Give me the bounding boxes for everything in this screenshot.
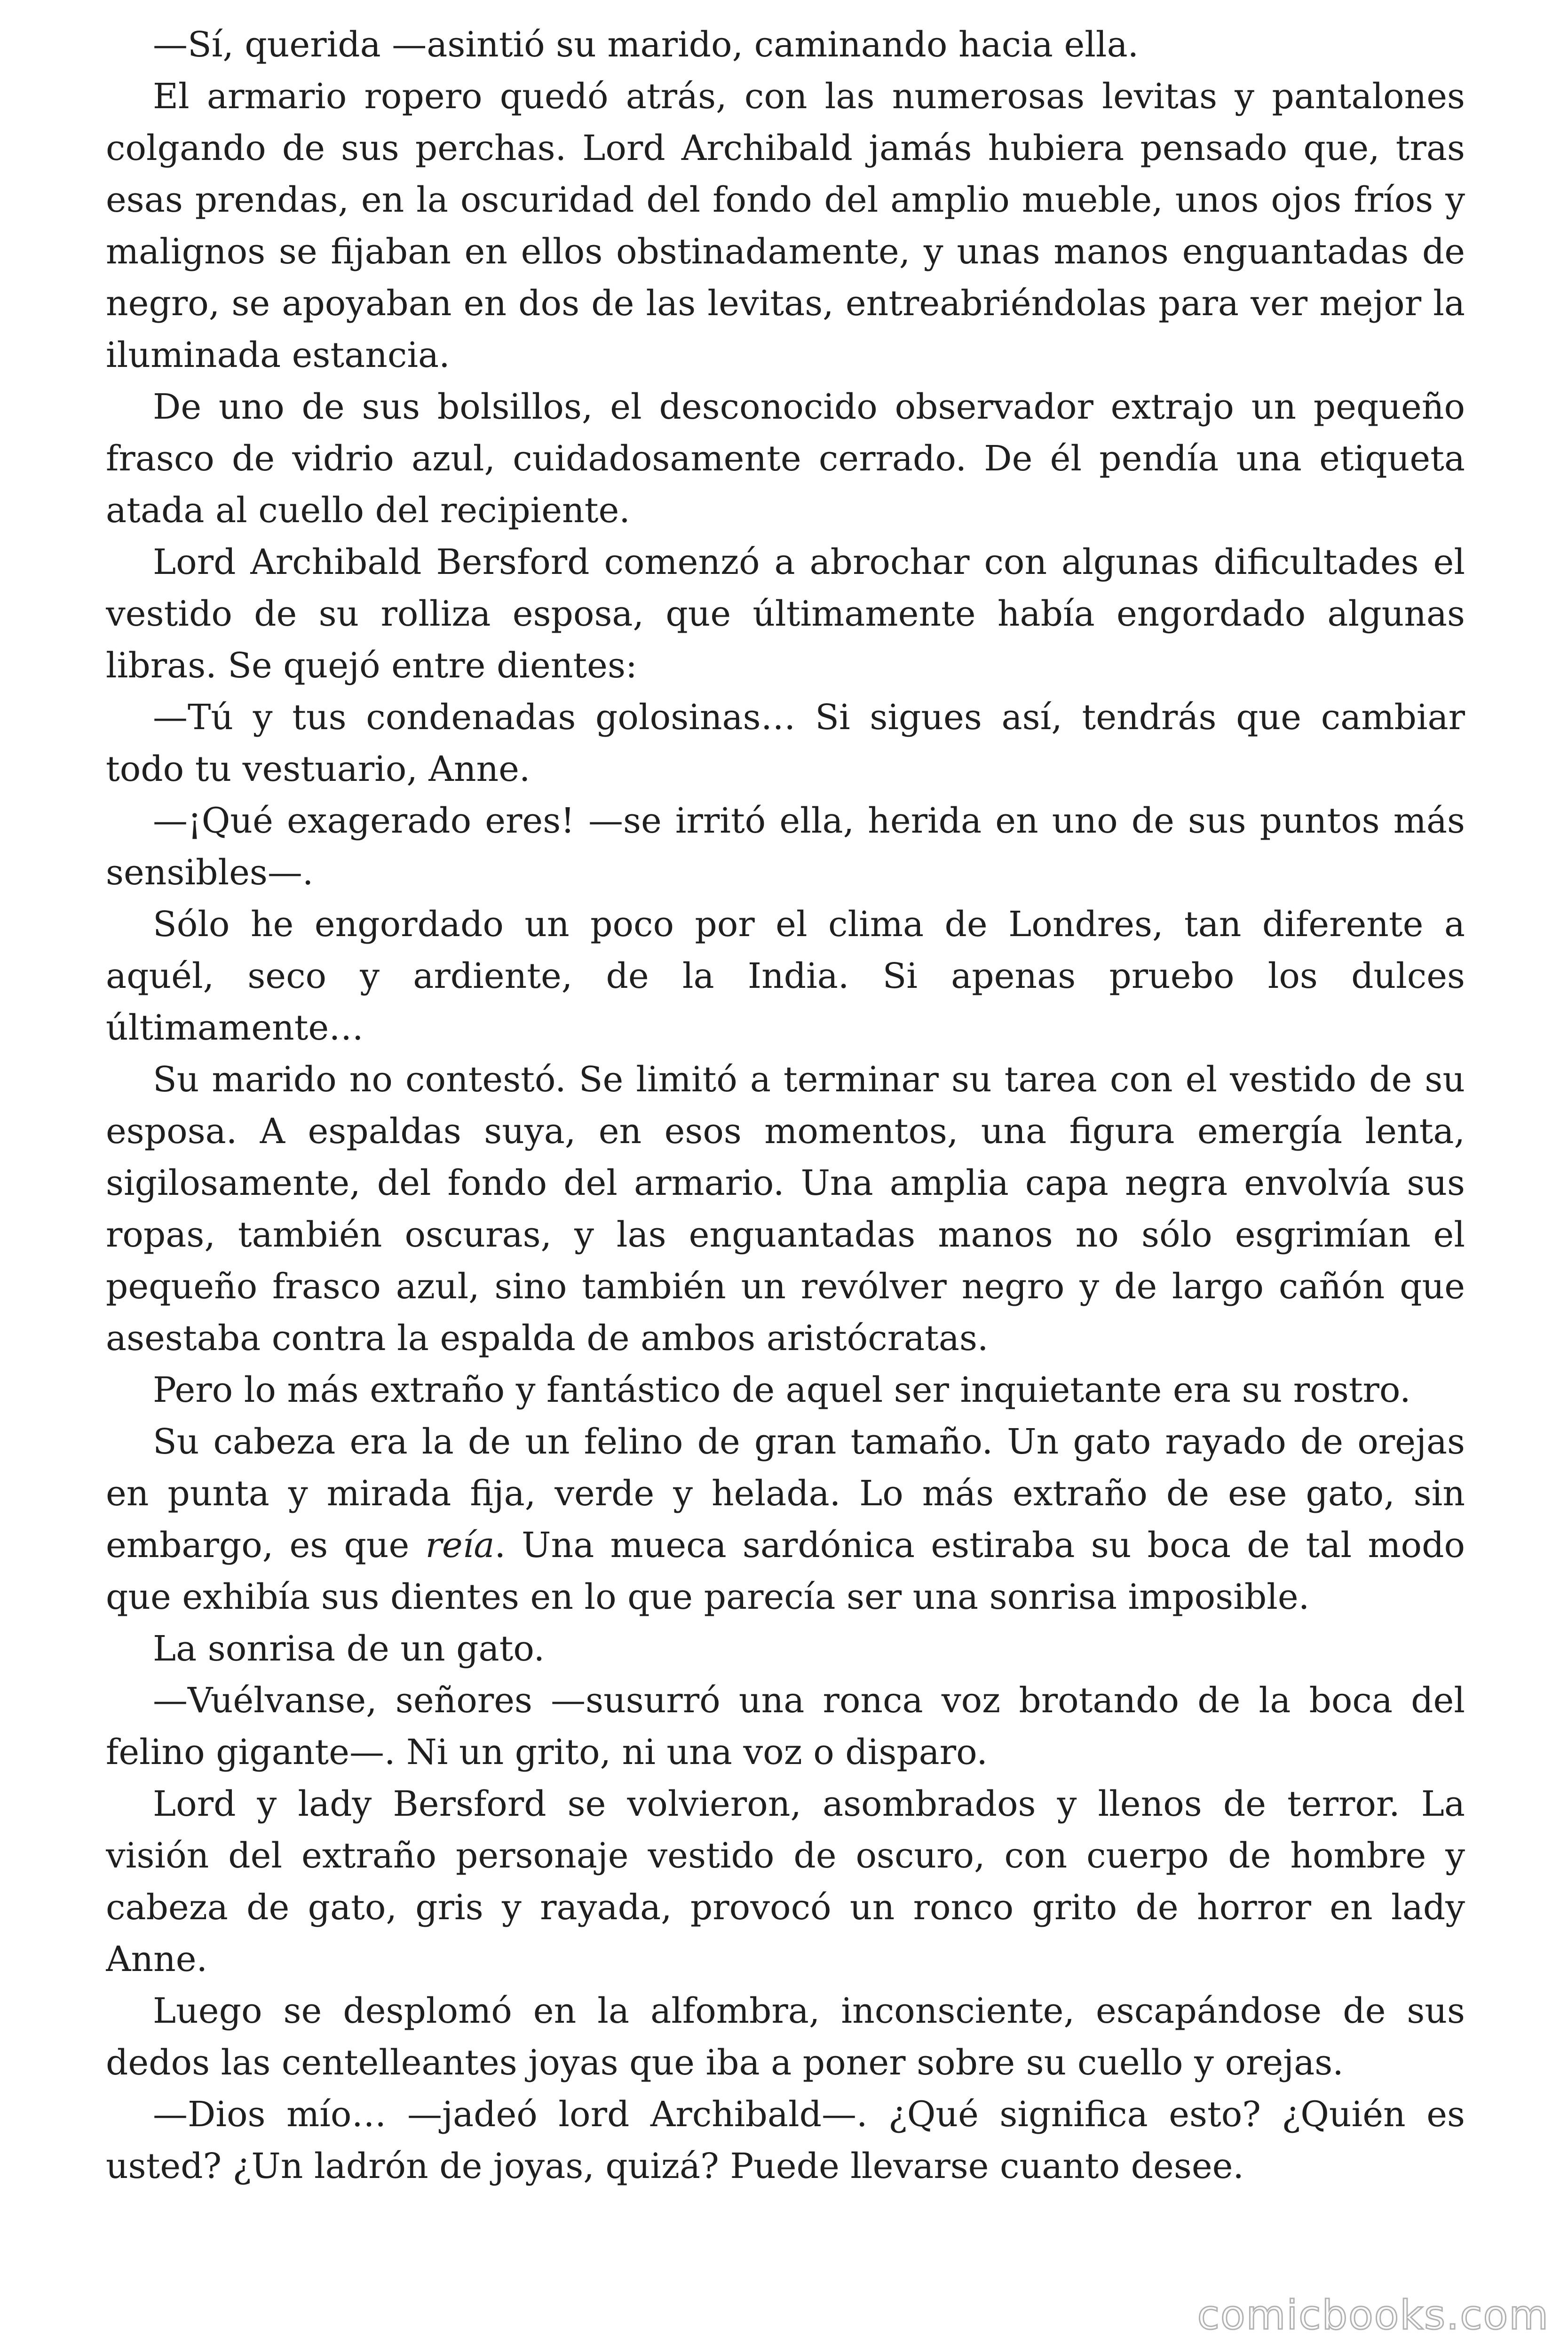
paragraph-2: El armario ropero quedó atrás, con las numerosas levitas y pantalones colgando de sus perchas. Lord Archibald jamás hubiera pensado que, tras esas prendas, en la oscuridad del fondo del amplio mueble, unos ojos fríos y malignos se fijaban en ellos obstinadamente, y unas manos enguantadas de negro, se apoyaban en dos de las levitas, entreabriéndolas para ver mejor la iluminada estancia. [106, 76, 1465, 375]
paragraph-10-emphasis: reía [425, 1525, 495, 1565]
paragraph-7: Sólo he engordado un poco por el clima de Londres, tan diferente a aquél, seco y ardiente, de la India. Si apenas pruebo los dulces últimamente… [106, 904, 1465, 1048]
paragraph-1: —Sí, querida —asintió su marido, caminando hacia ella. [153, 24, 1139, 65]
paragraph-4: Lord Archibald Bersford comenzó a abrochar con algunas dificultades el vestido de su rolliza esposa, que últimamente había engordado algunas libras. Se quejó entre dientes: [106, 542, 1465, 686]
paragraph-10-after: . Una mueca sardónica estiraba su boca de tal modo que exhibía sus dientes en lo que parecía ser una sonrisa imposible. [106, 1525, 1465, 1617]
paragraph-11: La sonrisa de un gato. [153, 1629, 545, 1669]
paragraph-9: Pero lo más extraño y fantástico de aquel ser inquietante era su rostro. [153, 1370, 1411, 1410]
paragraph-10 [106, 1416, 1465, 1623]
paragraph-10-before: Su cabeza era la de un felino de gran tamaño. Un gato rayado de orejas en punta y mirada fija, verde y helada. Lo más extraño de ese gato, sin embargo, es que [106, 1422, 1465, 1565]
paragraph-3: De uno de sus bolsillos, el desconocido observador extrajo un pequeño frasco de vidrio azul, cuidadosamente cerrado. De él pendía una etiqueta atada al cuello del recipiente. [106, 387, 1465, 531]
paragraph-13: Lord y lady Bersford se volvieron, asombrados y llenos de terror. La visión del extraño personaje vestido de oscuro, con cuerpo de hombre y cabeza de gato, gris y rayada, provocó un ronco grito de horror en lady Anne. [106, 1784, 1465, 1979]
paragraph-12: —Vuélvanse, señores —susurró una ronca voz brotando de la boca del felino gigante—. Ni un grito, ni una voz o disparo. [106, 1680, 1465, 1772]
paragraph-14: Luego se desplomó en la alfombra, inconsciente, escapándose de sus dedos las centelleantes joyas que iba a poner sobre su cuello y orejas. [106, 1991, 1465, 2083]
paragraph-15: —Dios mío… —jadeó lord Archibald—. ¿Qué significa esto? ¿Quién es usted? ¿Un ladrón de joyas, quizá? Puede llevarse cuanto desee. [106, 2094, 1465, 2186]
paragraph-6: —¡Qué exagerado eres! —se irritó ella, herida en uno de sus puntos más sensibles—. [106, 801, 1465, 893]
paragraph-8: Su marido no contestó. Se limitó a terminar su tarea con el vestido de su esposa. A espaldas suya, en esos momentos, una figura emergía lenta, sigilosamente, del fondo del armario. Una amplia capa negra envolvía sus ropas, también oscuras, y las enguantadas manos no sólo esgrimían el pequeño frasco azul, sino también un revólver negro y de largo cañón que asestaba contra la espalda de ambos aristócratas. [106, 1059, 1465, 1359]
watermark: comicbooks.com [1197, 2292, 1549, 2339]
page-body [106, 19, 1465, 2324]
paragraph-5: —Tú y tus condenadas golosinas… Si sigues así, tendrás que cambiar todo tu vestuario, Anne. [106, 697, 1465, 789]
